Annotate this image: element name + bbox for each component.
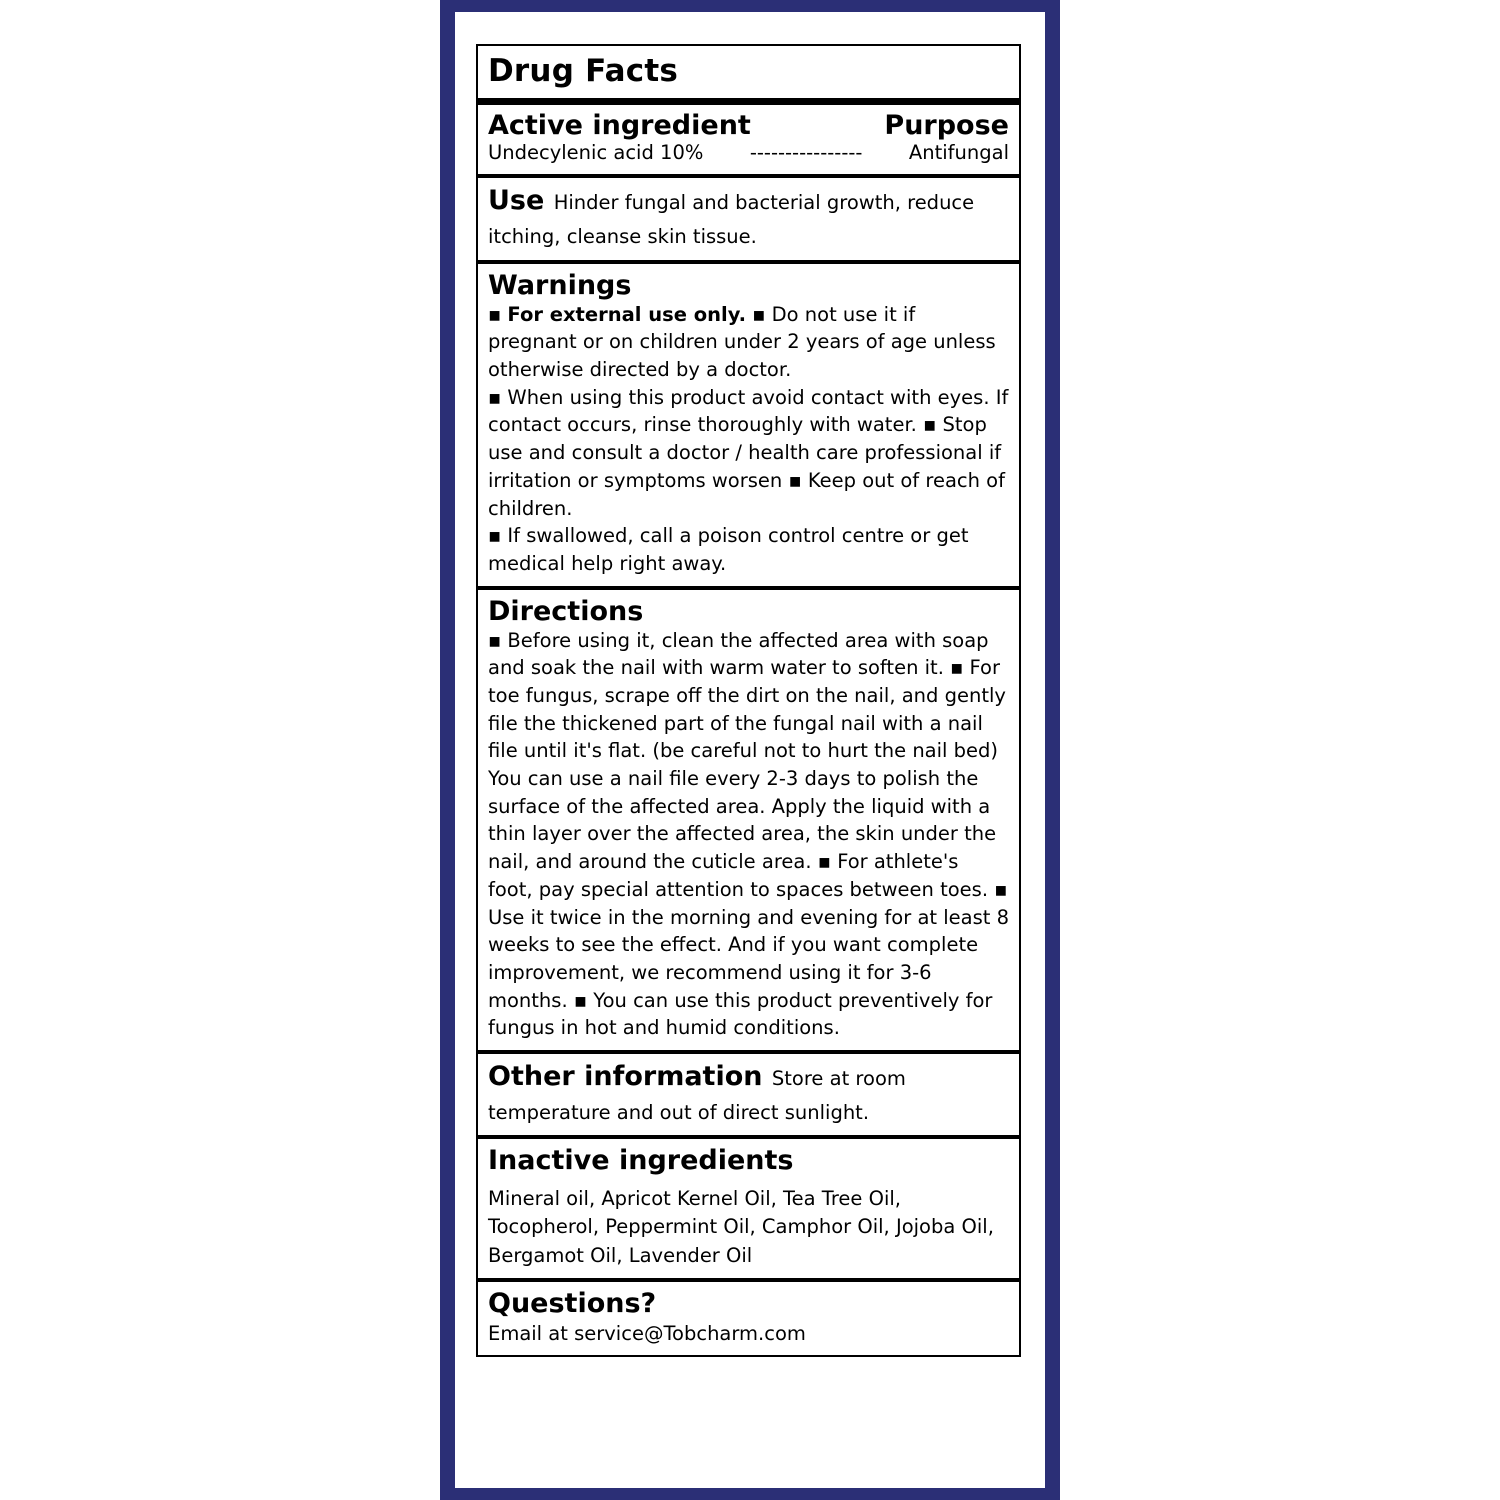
- bullet-icon: ▪: [923, 413, 937, 437]
- direction-item-2: For athlete's foot, pay special attention to spaces between toes.: [488, 850, 989, 901]
- active-ingredient-purpose: Antifungal: [908, 141, 1009, 165]
- warning-item-1: Do not use it if pregnant or on children under 2 years of age unless otherwise directed by a doctor.: [488, 302, 996, 382]
- directions-section: [478, 586, 1019, 1050]
- bullet-icon: ▪: [488, 524, 502, 548]
- use-section: [478, 174, 1019, 260]
- directions-heading: Directions: [488, 595, 644, 627]
- active-ingredient-section: [478, 98, 1019, 175]
- direction-item-4: You can use this product preventively for fungus in hot and humid conditions.: [488, 988, 993, 1040]
- active-ingredient-heading: Active ingredient: [488, 109, 751, 141]
- direction-item-0: Before using it, clean the affected area with soap and soak the nail with warm water to soften it.: [488, 628, 989, 680]
- inactive-ingredients-heading: Inactive ingredients: [488, 1145, 794, 1177]
- direction-item-1: For toe fungus, scrape off the dirt on the nail, and gently file the thickened part of the fungal nail with a nail file until it's flat. (be careful not to hurt the nail bed) You can use a nail file every 2-3 days to polish the surface of the affected area. Apply the liquid with a thin layer over the affected area, the skin under the nail, and around the cuticle area.: [488, 656, 1006, 874]
- warning-item-3: Stop use and consult a doctor / health care professional if irritation or symptoms worsen: [488, 413, 1002, 492]
- inactive-ingredients-text: Mineral oil, Apricot Kernel Oil, Tea Tree Oil, Tocopherol, Peppermint Oil, Camphor Oil, Jojoba Oil, Bergamot Oil, Lavender Oil: [488, 1186, 994, 1267]
- bullet-icon: ▪: [488, 385, 502, 409]
- bullet-icon: ▪: [817, 850, 831, 874]
- bullet-icon: ▪: [752, 302, 766, 326]
- active-ingredient-row: [488, 141, 1009, 166]
- bullet-icon: ▪: [994, 877, 1008, 901]
- drug-facts-label: [476, 44, 1021, 1357]
- use-block: [488, 184, 1009, 252]
- bullet-icon: ▪: [488, 628, 502, 652]
- warnings-heading: Warnings: [488, 269, 632, 301]
- warnings-body: [488, 301, 1009, 578]
- purpose-heading: Purpose: [884, 109, 1009, 141]
- other-information-block: [488, 1060, 1009, 1128]
- questions-section: [478, 1278, 1019, 1354]
- warning-item-4: Keep out of reach of children.: [488, 468, 1005, 520]
- other-information-section: [478, 1050, 1019, 1136]
- bullet-icon: ▪: [573, 988, 588, 1012]
- directions-body: [488, 627, 1009, 1042]
- drug-facts-title: Drug Facts: [488, 53, 678, 89]
- warnings-section: [478, 260, 1019, 586]
- use-heading: Use: [488, 185, 545, 217]
- use-text: Hinder fungal and bacterial growth, reduce itching, cleanse skin tissue.: [488, 191, 975, 248]
- active-ingredient-header-row: [488, 111, 1009, 141]
- bullet-icon: ▪: [950, 656, 964, 680]
- active-ingredient-name: Undecylenic acid 10%: [488, 141, 704, 165]
- other-information-heading: Other information: [488, 1060, 763, 1092]
- bullet-icon: ▪: [788, 468, 802, 492]
- warning-item-5: If swallowed, call a poison control centre or get medical help right away.: [488, 524, 969, 575]
- questions-contact-text: Email at service@Tobcharm.com: [488, 1321, 806, 1345]
- direction-item-3: Use it twice in the morning and evening for at least 8 weeks to see the effect. And if you want complete improvement, we recommend using it for 3-6 months.: [488, 905, 1010, 1012]
- questions-heading: Questions?: [488, 1288, 657, 1320]
- other-information-text: Store at room temperature and out of direct sunlight.: [488, 1066, 906, 1124]
- inactive-ingredients-section: [478, 1135, 1019, 1278]
- warning-item-2: When using this product avoid contact with eyes. If contact occurs, rinse thoroughly with water.: [488, 385, 1009, 437]
- leader-dots: ----------------: [749, 141, 863, 165]
- bullet-icon: ▪: [488, 302, 502, 326]
- warning-item-0: For external use only.: [507, 302, 747, 326]
